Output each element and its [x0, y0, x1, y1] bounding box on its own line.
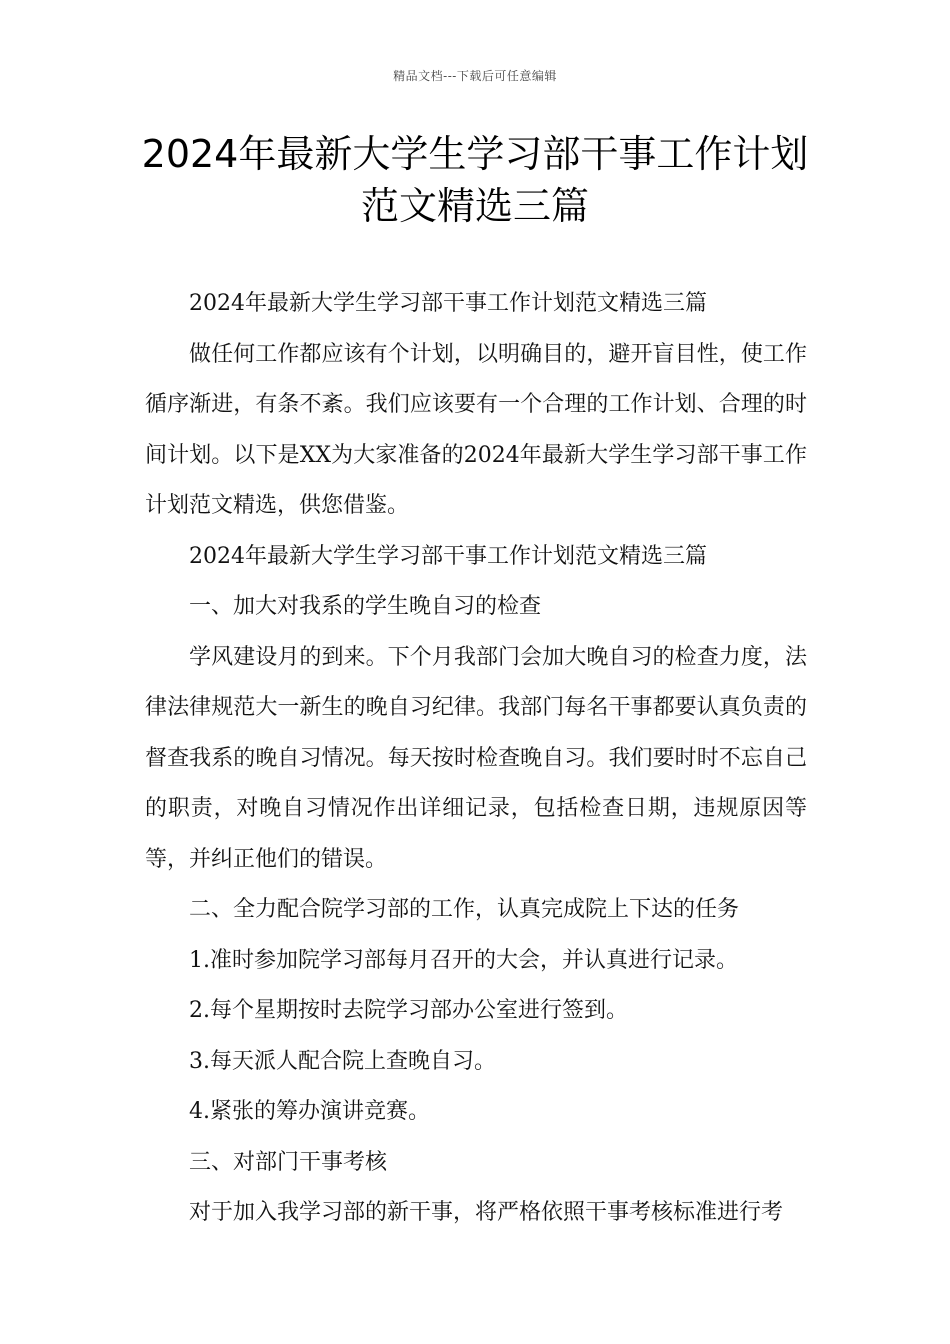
document-body	[145, 279, 807, 1239]
paragraph-subtitle: 2024年最新大学生学习部干事工作计划范文精选三篇	[189, 291, 707, 316]
list-item-1: 1.准时参加院学习部每月召开的大会，并认真进行记录。	[189, 947, 738, 973]
paragraph-section-3: 对于加入我学习部的新干事，将严格依照干事考核标准进行考	[189, 1200, 784, 1225]
list-item-3: 3.每天派人配合院上查晚自习。	[189, 1048, 496, 1074]
document-title	[120, 128, 830, 232]
paragraph-section-1: 学风建设月的到来。下个月我部门会加大晚自习的检查力度，法律法律规范大一新生的晚自习纪律。我部门每名干事都要认真负责的督查我系的晚自习情况。每天按时检查晚自习。我们要时时不忘自己的职责，对晚自习情况作出详细记录，包括检查日期，违规原因等等，并纠正他们的错误。	[145, 644, 807, 872]
section-heading-1: 一、加大对我系的学生晚自习的检查	[189, 594, 542, 619]
header-note: 精品文档---下载后可任意编辑	[393, 69, 557, 83]
section-heading-2: 二、全力配合院学习部的工作，认真完成院上下达的任务	[189, 897, 740, 922]
title-line-2: 范文精选三篇	[360, 184, 589, 228]
paragraph-subtitle-repeat: 2024年最新大学生学习部干事工作计划范文精选三篇	[189, 543, 707, 569]
paragraph-intro: 做任何工作都应该有个计划，以明确目的，避开盲目性，使工作循序渐进，有条不紊。我们应该要有一个合理的工作计划、合理的时间计划。以下是XX为大家准备的2024年最新大学生学习部干事工作计划范文精选，供您借鉴。	[145, 341, 807, 518]
section-heading-3: 三、对部门干事考核	[189, 1149, 388, 1175]
list-item-4: 4.紧张的筹办演讲竞赛。	[189, 1099, 430, 1124]
title-line-1: 2024年最新大学生学习部干事工作计划	[141, 132, 809, 176]
list-item-2: 2.每个星期按时去院学习部办公室进行签到。	[189, 998, 628, 1023]
